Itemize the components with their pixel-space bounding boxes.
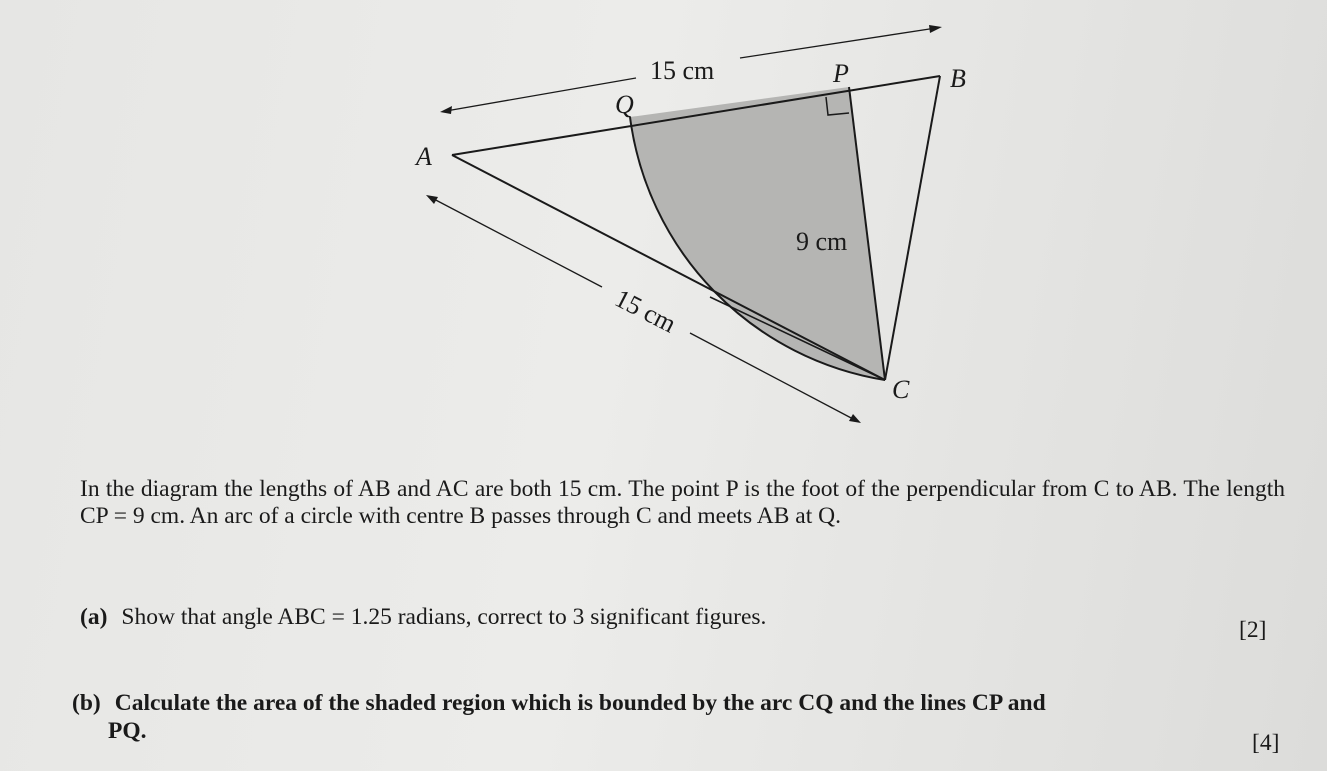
part-a-marks: [2] (1239, 617, 1267, 643)
part-b-text: Calculate the area of the shaded region which is bounded by the arc CQ and the lines CP and (114, 690, 1046, 716)
label-p: P (833, 59, 849, 88)
label-c: C (892, 375, 910, 404)
part-a-text: Show that angle ABC = 1.25 radians, correct to 3 significant figures. (121, 604, 767, 630)
label-ac-length: 15 cm (610, 283, 681, 339)
part-b (72, 690, 1294, 717)
arrowhead-ab-left (440, 106, 452, 114)
part-b-marks: [4] (1252, 730, 1280, 756)
dimension-line-ab-left (446, 78, 636, 111)
side-bc (885, 76, 940, 380)
label-cp-length: 9 cm (796, 227, 848, 256)
arrowhead-ac-lower (849, 414, 861, 423)
arrowhead-ab-right (929, 25, 942, 33)
label-b: B (950, 64, 966, 93)
part-a (80, 604, 766, 631)
arrowhead-ac-upper (426, 195, 438, 204)
dimension-line-ac-upper (430, 197, 602, 287)
label-ab-length: 15 cm (650, 56, 715, 85)
part-a-label: (a) (80, 604, 108, 630)
part-b-label: (b) (72, 690, 101, 716)
part-b-continuation: PQ. (108, 718, 147, 744)
intro-paragraph: In the diagram the lengths of AB and AC are both 15 cm. The point P is the foot of the perpendicular from C to AB. The length CP = 9 cm. An arc of a circle with centre B passes through C and meets AB at Q. (80, 476, 1285, 529)
dimension-line-ab-right (740, 28, 936, 58)
label-q: Q (615, 90, 634, 119)
label-a: A (416, 142, 432, 171)
